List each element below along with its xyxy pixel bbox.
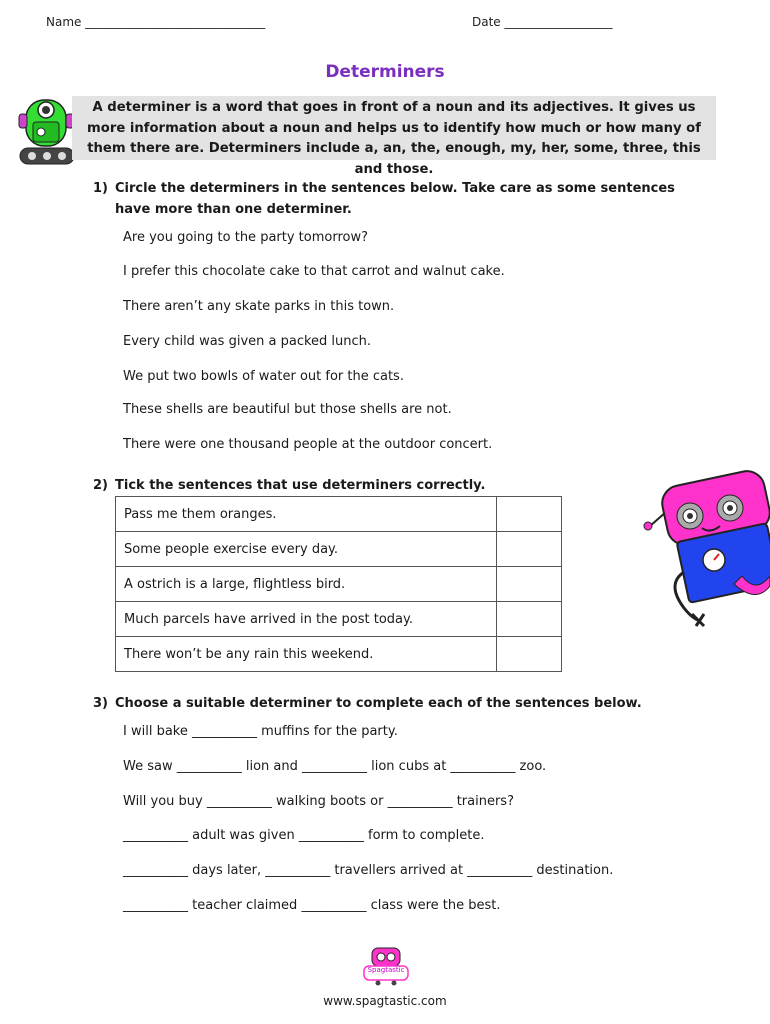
question-1-number: 1)	[93, 181, 108, 196]
tick-table	[115, 496, 562, 672]
table-row	[116, 532, 562, 567]
q1-sentence[interactable]: Are you going to the party tomorrow?	[123, 230, 369, 245]
q1-sentence[interactable]: I prefer this chocolate cake to that carrot and walnut cake.	[123, 264, 505, 279]
q3-sentence[interactable]: __________ days later, __________ travellers arrived at __________ destination.	[123, 863, 614, 878]
tick-sentence: Some people exercise every day.	[116, 532, 497, 567]
q1-sentence[interactable]: There aren’t any skate parks in this town.	[123, 299, 395, 314]
tick-sentence: Much parcels have arrived in the post today.	[116, 602, 497, 637]
table-row	[116, 497, 562, 532]
logo-wordmark: Spagtastic	[367, 966, 405, 974]
tick-box[interactable]	[497, 532, 562, 567]
tick-sentence: There won’t be any rain this weekend.	[116, 637, 497, 672]
question-3-instruction: Choose a suitable determiner to complete each of the sentences below.	[115, 696, 642, 711]
question-2-instruction: Tick the sentences that use determiners correctly.	[115, 478, 486, 493]
question-3-number: 3)	[93, 696, 108, 711]
q1-sentence[interactable]: Every child was given a packed lunch.	[123, 334, 372, 349]
definition-box: A determiner is a word that goes in front of a noun and its adjectives. It gives us more information about a noun and helps us to identify how much or how many of them there are. Determiners include a, an, the, enough, my, her, some, three, this and those.	[72, 96, 716, 160]
table-row	[116, 567, 562, 602]
footer-url[interactable]: www.spagtastic.com	[323, 994, 447, 1008]
tick-sentence: Pass me them oranges.	[116, 497, 497, 532]
tick-sentence: A ostrich is a large, flightless bird.	[116, 567, 497, 602]
tick-box[interactable]	[497, 637, 562, 672]
pink-robot-illustration	[638, 468, 770, 630]
question-2-heading	[93, 475, 713, 497]
green-robot-illustration	[16, 92, 78, 166]
date-field-label: Date __________________	[472, 15, 613, 29]
q3-sentence[interactable]: __________ teacher claimed __________ class were the best.	[123, 898, 501, 913]
question-2-number: 2)	[93, 478, 108, 493]
tick-box[interactable]	[497, 567, 562, 602]
q1-sentence[interactable]: We put two bowls of water out for the cats.	[123, 369, 404, 384]
page-title: Determiners	[325, 62, 445, 82]
q3-sentence[interactable]: We saw __________ lion and __________ lion cubs at __________ zoo.	[123, 759, 547, 774]
q3-sentence[interactable]: __________ adult was given __________ form to complete.	[123, 828, 485, 843]
question-1-heading	[93, 178, 713, 222]
name-field-label: Name ______________________________	[46, 15, 266, 29]
question-1-instruction: Circle the determiners in the sentences below. Take care as some sentences have more than one determiner.	[115, 181, 675, 217]
question-3-heading	[93, 693, 713, 715]
q1-sentence[interactable]: These shells are beautiful but those shells are not.	[123, 402, 452, 417]
table-row	[116, 637, 562, 672]
tick-box[interactable]	[497, 497, 562, 532]
table-row	[116, 602, 562, 637]
q1-sentence[interactable]: There were one thousand people at the outdoor concert.	[123, 437, 493, 452]
q3-sentence[interactable]: Will you buy __________ walking boots or __________ trainers?	[123, 794, 514, 809]
q3-sentence[interactable]: I will bake __________ muffins for the party.	[123, 724, 398, 739]
tick-box[interactable]	[497, 602, 562, 637]
